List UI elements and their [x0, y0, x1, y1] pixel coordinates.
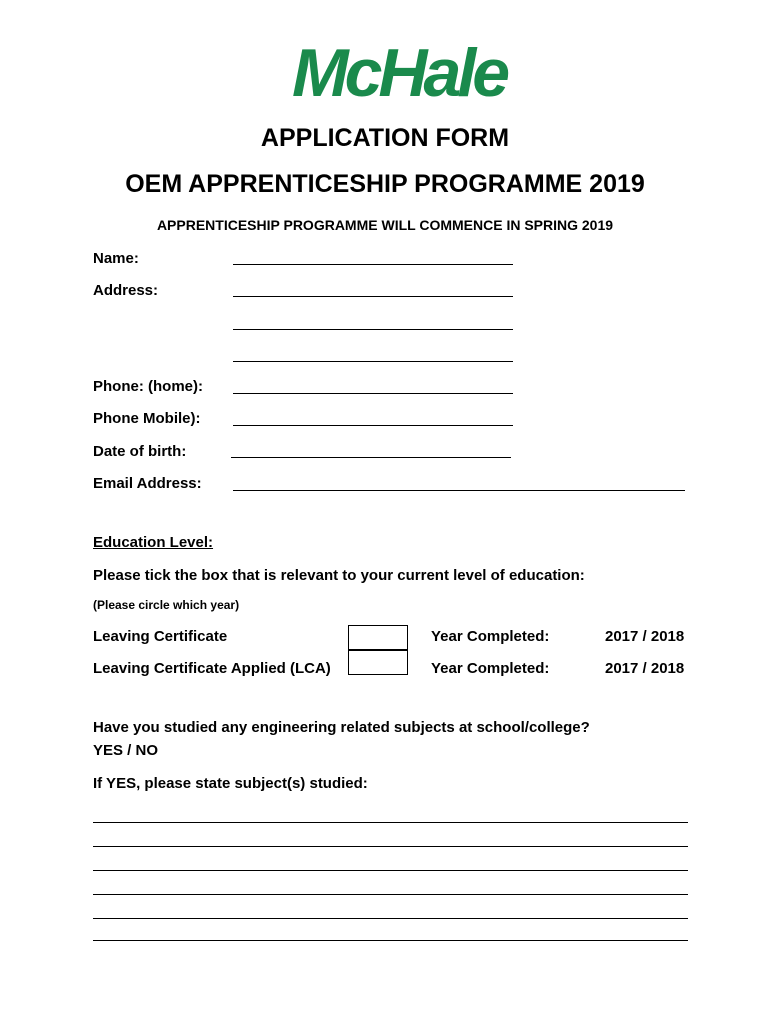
mchale-logo: [268, 40, 530, 102]
programme-title: OEM APPRENTICESHIP PROGRAMME 2019: [125, 170, 645, 198]
lca-year-label: Year Completed:: [431, 660, 550, 677]
subjects-line-1[interactable]: [93, 822, 688, 823]
email-field[interactable]: [233, 490, 685, 491]
form-title: APPLICATION FORM: [260, 124, 510, 152]
dob-label: Date of birth:: [93, 443, 187, 460]
subjects-prompt: If YES, please state subject(s) studied:: [93, 775, 368, 792]
email-label: Email Address:: [93, 475, 202, 492]
phone-home-label: Phone: (home):: [93, 378, 203, 395]
commence-subtitle: APPRENTICESHIP PROGRAMME WILL COMMENCE IN SPRING 2019: [156, 217, 614, 233]
circle-year-note: (Please circle which year): [93, 598, 240, 612]
leaving-cert-year-label: Year Completed:: [431, 628, 550, 645]
lca-years[interactable]: 2017 / 2018: [605, 660, 685, 677]
phone-mobile-field[interactable]: [233, 425, 513, 426]
svg-text:McHale: McHale: [291, 40, 507, 102]
phone-mobile-label: Phone Mobile):: [93, 410, 201, 427]
leaving-cert-years[interactable]: 2017 / 2018: [605, 628, 685, 645]
education-heading: Education Level:: [93, 534, 214, 551]
name-label: Name:: [93, 250, 139, 267]
education-instruction: Please tick the box that is relevant to your current level of education:: [93, 567, 585, 584]
leaving-cert-checkbox[interactable]: [348, 625, 408, 650]
subjects-line-3[interactable]: [93, 870, 688, 871]
address-field-line-3[interactable]: [233, 361, 513, 362]
address-field-line-2[interactable]: [233, 329, 513, 330]
yes-no-options[interactable]: YES / NO: [93, 742, 159, 759]
name-field[interactable]: [233, 264, 513, 265]
address-label: Address:: [93, 282, 159, 299]
subjects-line-6[interactable]: [93, 940, 688, 941]
subjects-line-5[interactable]: [93, 918, 688, 919]
address-field-line-1[interactable]: [233, 296, 513, 297]
lca-checkbox[interactable]: [348, 650, 408, 675]
subjects-line-4[interactable]: [93, 894, 688, 895]
leaving-cert-label: Leaving Certificate: [93, 628, 228, 645]
mchale-logo-graphic: [268, 40, 530, 102]
engineering-question: Have you studied any engineering related subjects at school/college?: [93, 719, 590, 736]
subjects-line-2[interactable]: [93, 846, 688, 847]
dob-field[interactable]: [231, 457, 511, 458]
phone-home-field[interactable]: [233, 393, 513, 394]
lca-label: Leaving Certificate Applied (LCA): [93, 660, 331, 677]
